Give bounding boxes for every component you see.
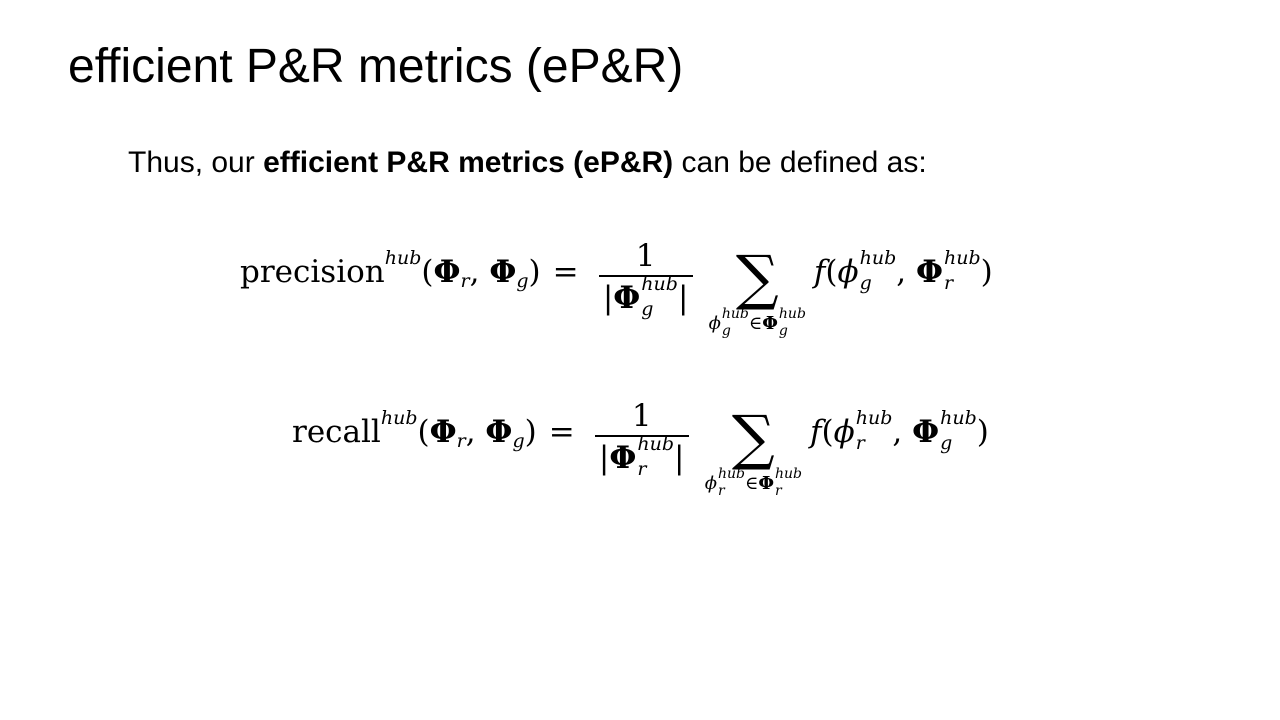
precision-superscript: hub [384,247,422,269]
intro-text [128,145,927,181]
recall-equals: = [548,414,575,450]
precision-fraction [599,237,693,321]
precision-equals: = [552,254,579,290]
recall-f-arg1-sub: r [855,432,865,454]
precision-sum-limits: ϕ hub g ∈ Φ hub g [708,306,806,339]
precision-sum-set-sub: g [778,323,788,339]
recall-sum-var-sub: r [717,483,725,499]
recall-denominator: | Φ hub r | [598,433,685,481]
recall-sum-set-sub: r [775,483,782,499]
precision-den-sub: g [641,298,654,321]
precision-f-arg1-sub: g [859,272,872,294]
recall-arg1-sub: r [456,430,466,452]
precision-sum: ∑ ϕ hub g ∈ Φ hub g [708,243,806,339]
recall-numerator: 1 [631,397,652,434]
precision-den-sup: hub [641,273,678,296]
precision-numerator: 1 [635,237,656,274]
precision-arg1-sub: r [460,270,470,292]
recall-den-sup: hub [637,433,675,456]
recall-den-sub: r [637,458,647,481]
recall-superscript: hub [380,407,418,429]
intro-prefix: Thus, our [128,146,264,179]
precision-f-arg2-sub: r [944,272,954,294]
recall-sum: ∑ ϕ hub r ∈ Φ hub r [704,403,802,499]
recall-f-arg2-sub: g [940,432,953,454]
intro-suffix: can be defined as: [673,146,927,179]
intro-bold-term: efficient P&R metrics (eP&R) [263,146,674,179]
recall-arg2-sub: g [512,430,525,452]
recall-name: recall [292,414,381,450]
precision-denominator: | Φ hub g | [602,273,689,321]
recall-fraction [595,397,689,481]
precision-equation: precision hub ( Φ r , Φ g ) = 1 | Φ hub g | ∑ ϕ hub g ∈ Φ hub g f ( ϕ hub g , Φ hub r ) [240,237,993,339]
precision-name: precision [240,254,385,290]
slide-title: efficient P&R metrics (eP&R) [68,40,684,93]
precision-sum-var-sub: g [721,323,731,339]
recall-sum-limits: ϕ hub r ∈ Φ hub r [704,466,802,499]
recall-equation: recall hub ( Φ r , Φ g ) = 1 | Φ hub r | ∑ ϕ hub r ∈ Φ hub r f ( ϕ hub r , Φ hub g ) [292,397,989,499]
precision-arg2-sub: g [516,270,529,292]
